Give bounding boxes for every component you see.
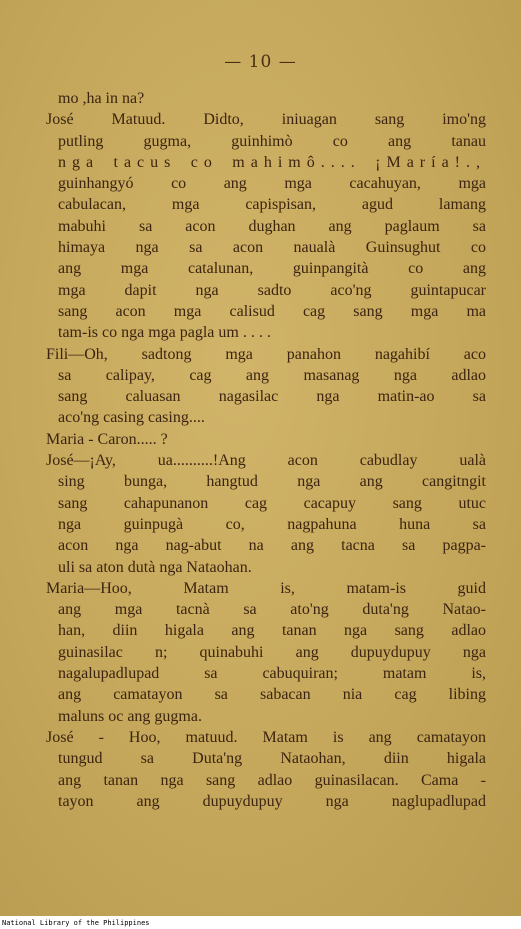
text-line: José—¡Ay, ua..........!Ang acon cabudlay ualà [46, 452, 486, 470]
text-line: guinasilac n; quinabuhi ang dupuydupuy nga [58, 643, 486, 661]
text-line: mga dapit nga sadto aco'ng guintapucar [58, 281, 486, 299]
text-line: Maria—Hoo, Matam is, matam-is guid [46, 579, 486, 597]
text-line: maluns oc ang gugma. [58, 707, 202, 725]
text-line: han, diin higala ang tanan nga sang adlao [58, 622, 486, 640]
text-line: ang mga tacnà sa ato'ng duta'ng Natao- [58, 601, 486, 619]
text-line: sang caluasan nagasilac nga matin-ao sa [58, 388, 486, 406]
text-line: acon nga nag-abut na ang tacna sa pagpa- [58, 537, 486, 555]
text-line: tam-is co nga mga pagla um . . . . [58, 324, 271, 342]
text-line: mabuhi sa acon dughan ang paglaum sa [58, 217, 486, 235]
text-line: mo ,ha in na? [58, 90, 145, 107]
text-line: tayon ang dupuydupuy nga naglupadlupad [58, 792, 486, 810]
body-text [46, 88, 486, 812]
text-line: nagalupadlupad sa cabuquiran; matam is, [58, 665, 486, 683]
text-line: himaya nga sa acon naualà Guinsughut co [58, 239, 486, 257]
text-line: ang tanan nga sang adlao guinasilacan. Cama - [58, 771, 486, 789]
page-number: — 10 — [224, 52, 297, 72]
text-line: putling gugma, guinhimò co ang tanau [58, 132, 486, 150]
text-line: tungud sa Duta'ng Nataohan, diin higala [58, 750, 486, 768]
text-line: Maria - Caron..... ? [46, 430, 168, 448]
text-line: cabulacan, mga capispisan, agud lamang [58, 196, 486, 214]
text-line: nga tacus co mahimô.... ¡María!., [58, 153, 486, 171]
text-line: sing bunga, hangtud nga ang cangitngit [58, 473, 486, 491]
text-line: ang mga catalunan, guinpangità co ang [58, 260, 486, 278]
text-line: nga guinpugà co, nagpahuna huna sa [58, 515, 486, 533]
text-line: guinhangyó co ang mga cacahuyan, mga [58, 175, 486, 193]
text-line: Fili—Oh, sadtong mga panahon nagahibí aco [46, 345, 486, 363]
text-line: sang cahapunanon cag cacapuy sang utuc [58, 494, 486, 512]
text-line: José - Hoo, matuud. Matam is ang camatayon [46, 728, 486, 746]
text-line: uli sa aton dutà nga Nataohan. [58, 558, 252, 576]
text-line: ang camatayon sa sabacan nia cag libing [58, 686, 486, 704]
library-credit: National Library of the Philippines [2, 919, 150, 927]
text-line: sang acon mga calisud cag sang mga ma [58, 302, 486, 320]
text-line: José Matuud. Didto, iniuagan sang imo'ng [46, 111, 486, 129]
text-line: sa calipay, cag ang masanag nga adlao [58, 366, 486, 384]
text-line: aco'ng casing casing.... [58, 409, 205, 427]
